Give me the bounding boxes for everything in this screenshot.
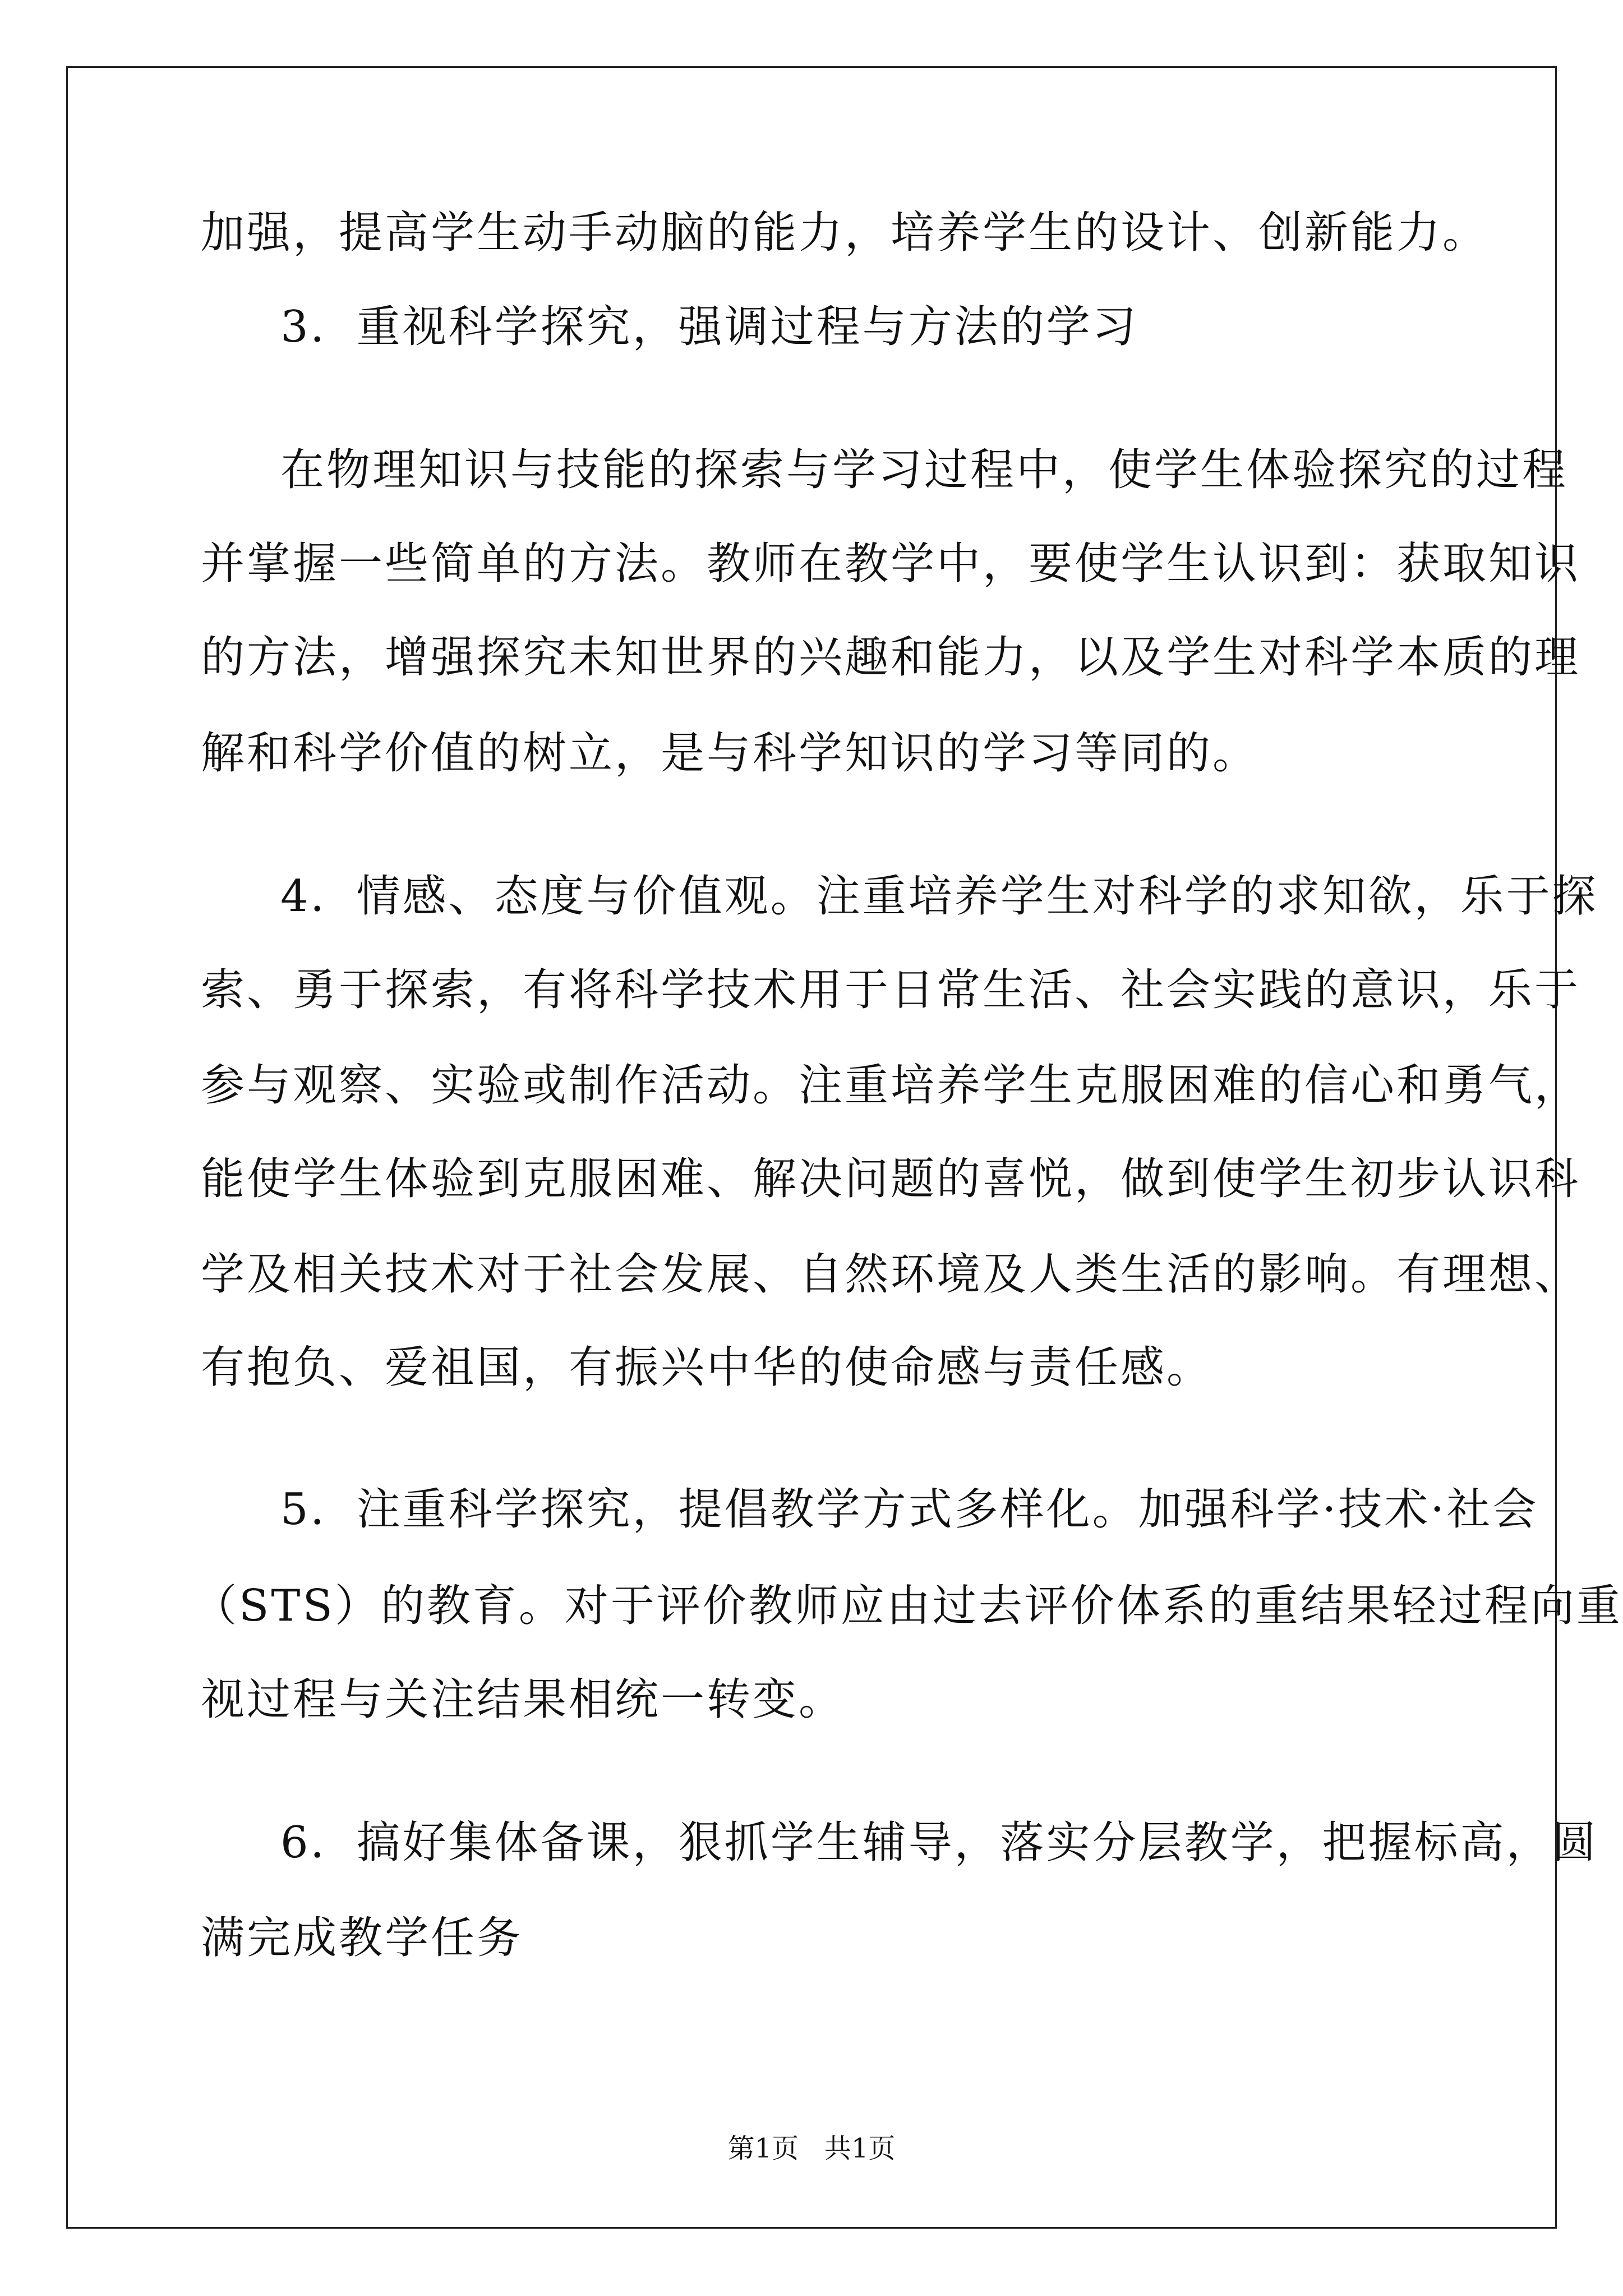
text-line: 6．搞好集体备课，狠抓学生辅导，落实分层教学，把握标高，圆 bbox=[280, 1818, 1598, 1868]
text-line: （STS）的教育。对于评价教师应由过去评价体系的重结果轻过程向重 bbox=[193, 1581, 1622, 1631]
text-line: 参与观察、实验或制作活动。注重培养学生克服困难的信心和勇气， bbox=[201, 1060, 1581, 1111]
text-line: 加强，提高学生动手动脑的能力，培养学生的设计、创新能力。 bbox=[201, 208, 1489, 258]
text-line: 视过程与关注结果相统一转变。 bbox=[201, 1674, 845, 1725]
section-heading: 3．重视科学探究，强调过程与方法的学习 bbox=[280, 302, 1138, 352]
text-line: 能使学生体验到克服困难、解决问题的喜悦，做到使学生初步认识科 bbox=[201, 1154, 1581, 1204]
page-footer: 第1页 共1页 bbox=[727, 2133, 896, 2164]
text-line: 并掌握一些简单的方法。教师在教学中，要使学生认识到：获取知识 bbox=[201, 539, 1581, 589]
text-line: 在物理知识与技能的探索与学习过程中，使学生体验探究的过程 bbox=[280, 445, 1569, 495]
text-line: 满完成教学任务 bbox=[201, 1913, 523, 1963]
text-line: 4．情感、态度与价值观。注重培养学生对科学的求知欲，乐于探 bbox=[280, 871, 1598, 922]
text-line: 有抱负、爱祖国，有振兴中华的使命感与责任感。 bbox=[201, 1342, 1213, 1393]
text-line: 的方法，增强探究未知世界的兴趣和能力，以及学生对科学本质的理 bbox=[201, 632, 1581, 683]
text-line: 学及相关技术对于社会发展、自然环境及人类生活的影响。有理想、 bbox=[201, 1249, 1581, 1300]
text-line: 索、勇于探索，有将科学技术用于日常生活、社会实践的意识，乐于 bbox=[201, 965, 1581, 1015]
text-line: 解和科学价值的树立，是与科学知识的学习等同的。 bbox=[201, 728, 1259, 779]
text-line: 5．注重科学探究，提倡教学方式多样化。加强科学·技术·社会 bbox=[280, 1484, 1539, 1535]
page-border bbox=[66, 66, 1622, 2229]
